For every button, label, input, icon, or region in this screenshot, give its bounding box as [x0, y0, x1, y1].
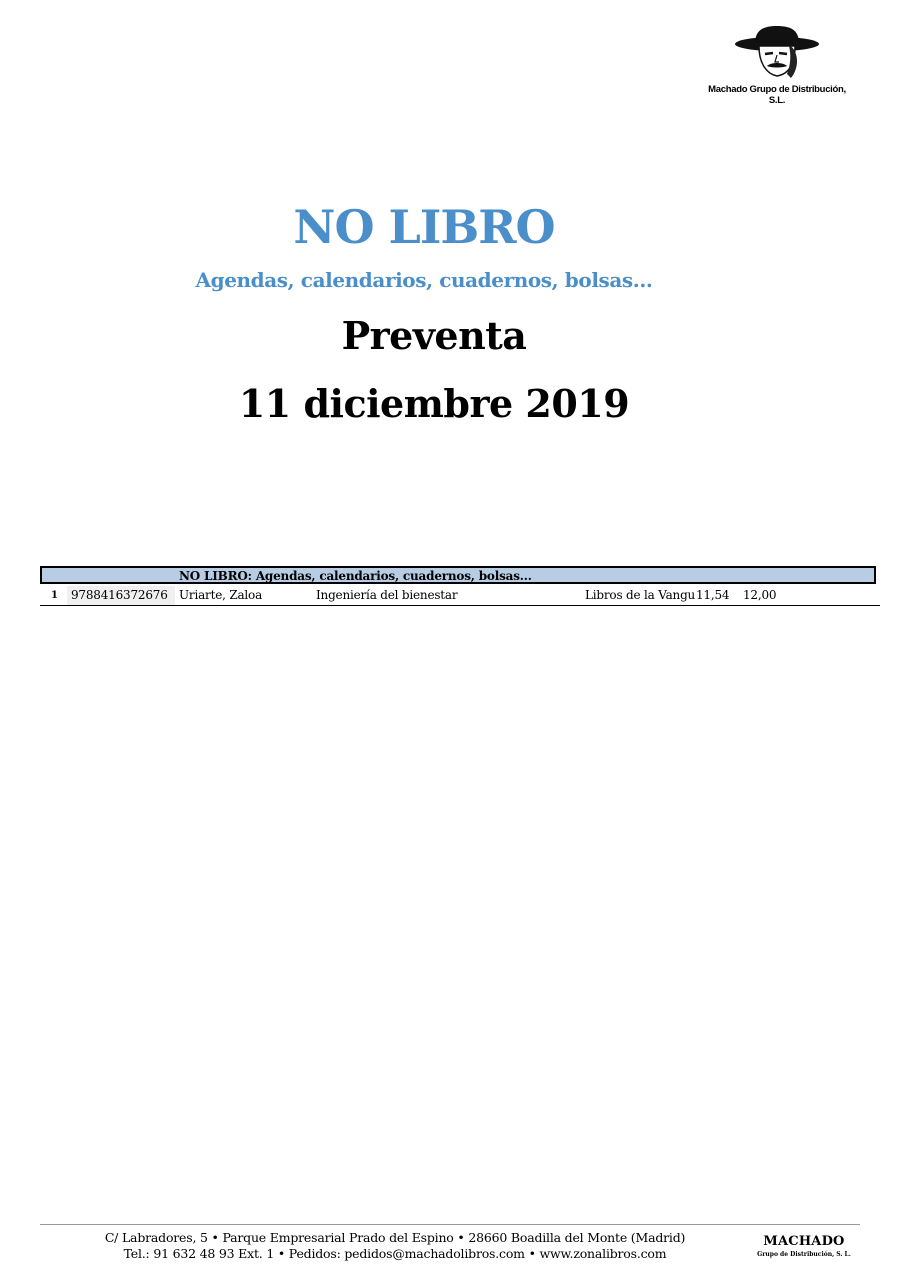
page-heading: Preventa: [341, 313, 527, 358]
footer-brand: MACHADO: [763, 1234, 845, 1249]
hat-man-icon: [733, 24, 821, 84]
table-section-header: [40, 566, 876, 584]
logo-text: Machado Grupo de Distribución, S.L.: [708, 84, 846, 106]
footer-contact: Tel.: 91 632 48 93 Ext. 1 • Pedidos: pedidos@machadolibros.com • www.zonalibros.com: [123, 1246, 667, 1261]
row-price-net: 11,54: [696, 588, 730, 602]
page-date: 11 diciembre 2019: [238, 381, 630, 426]
row-isbn: 9788416372676: [67, 586, 175, 605]
row-title: Ingeniería del bienestar: [316, 588, 458, 602]
row-author: Uriarte, Zaloa: [179, 588, 263, 602]
company-logo: [703, 22, 851, 106]
page-title: NO LIBRO: [293, 200, 555, 254]
row-price-pvp: 12,00: [743, 588, 777, 602]
row-number: 1: [51, 590, 58, 601]
table-section-label: NO LIBRO: Agendas, calendarios, cuadernos, bolsas...: [179, 569, 532, 583]
footer-address: C/ Labradores, 5 • Parque Empresarial Prado del Espino • 28660 Boadilla del Monte (Madrid): [104, 1230, 686, 1245]
footer-divider: [40, 1224, 860, 1225]
page-subtitle: Agendas, calendarios, cuadernos, bolsas...: [195, 268, 653, 292]
row-publisher: Libros de la Vangu: [585, 588, 696, 602]
footer-brand-subtitle: Grupo de Distribución, S. L.: [757, 1251, 851, 1258]
table-row: [40, 586, 880, 606]
